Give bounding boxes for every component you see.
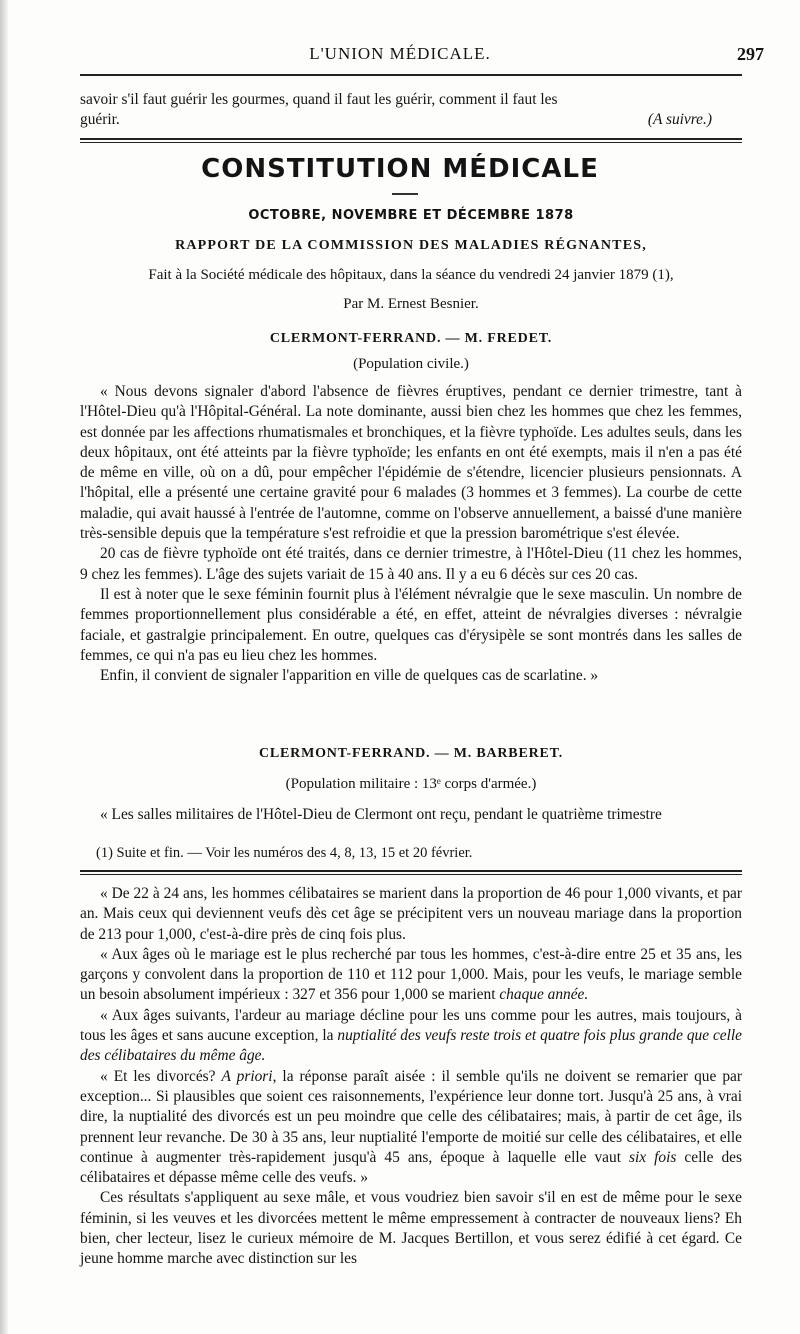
top-paragraph-end: [80, 90, 742, 131]
feuilleton-text: « Aux âges où le mariage est le plus recherché par tous les hommes, c'est-à-dire entre 25 et 35 ans, les garçons y convolent dans la proportion de 110 et 112 pour 1,000. Mais, pour les veufs, le mariage semble un besoin absolument impérieux : 327 et 356 pour 1,000 se marient: [80, 945, 742, 1004]
to-be-continued-note: (A suivre.): [647, 111, 712, 129]
feuilleton-emphasis: six fois: [629, 1148, 677, 1166]
military-location-heading: CLERMONT-FERRAND. — M. BARBERET.: [258, 746, 564, 761]
report-heading: RAPPORT DE LA COMMISSION DES MALADIES RÉGNANTES,: [175, 238, 647, 253]
feuilleton-paragraph: « De 22 à 24 ans, les hommes célibataires se marient dans la proportion de 46 pour 1,000 vivants, et par an. Mais ceux qui deviennent veufs dès cet âge se précipitent vers un nouveau mariage dans la proportion de 213 pour 1,000, c'est-à-dire près de cinq fois plus.: [80, 885, 742, 943]
feuilleton-paragraph: Ces résultats s'appliquent au sexe mâle, et vous voudriez bien savoir s'il en est de même pour le sexe féminin, si les veuves et les divorcées mettent le même empressement à contracter de nouveaux liens? Eh bien, cher lecteur, lisez le curieux mémoire de M. Jacques Bertillon, et vous serez édifié à cet égard. Ce jeune homme marche avec distinction sur les: [80, 1189, 742, 1268]
feuilleton-emphasis: A priori: [221, 1067, 273, 1085]
report-author: Par M. Ernest Besnier.: [343, 296, 479, 312]
top-line: savoir s'il faut guérir les gourmes, quand il faut les guérir, comment il faut les: [80, 91, 558, 108]
page-binding-shadow: [0, 0, 8, 1334]
running-title: L'UNION MÉDICALE.: [309, 44, 491, 63]
civil-paragraph: « Nous devons signaler d'abord l'absence de fièvres éruptives, pendant ce dernier trimestre, tant à l'Hôtel-Dieu qu'à l'Hôpital-Général. La note dominante, aussi bien chez les hommes que chez les femmes, est donnée par les affections rhumatismales et bronchiques, et la fièvre typhoïde. Les adultes seuls, dans les deux hôpitaux, ont été atteints par la fièvre typhoïde; les enfants en ont été exempts, mais il n'en a pas été de même en ville, où on a dû, pour empêcher l'épidémie de s'étendre, licencier plusieurs pensionnats. A l'hôpital, elle a présenté une certaine gravité pour 6 malades (3 hommes et 3 femmes). La courbe de cette maladie, qui avait haussé à l'entrée de l'automne, comme on l'observe annuellement, a baissé d'une manière très-sensible depuis que la température s'est refroidie et que la pression barométrique s'est élevée.: [80, 383, 742, 543]
section-top-rule: [80, 138, 742, 143]
feuilleton-rule: [80, 870, 742, 875]
feuilleton-paragraph: [80, 1006, 742, 1067]
feuilleton-text: , la réponse paraît aisée : il semble qu'ils ne doivent se remarier que par exception... Si plausibles que soient ces raisonnements, l'expérience leur donne tort. Jusqu'à 25 ans, à vrai dire, la nuptialité des divorcés est un peu moindre que celle des célibataires; mais, à partir de cet âge, ils prennent leur revanche. De 30 à 35 ans, leur nuptialité l'emporte de moitié sur celle des célibataires, et elle continue à augmenter très-rapidement jusqu'à 45 ans, époque à laquelle elle vaut: [80, 1067, 742, 1166]
feuilleton-emphasis: chaque année.: [499, 986, 589, 1004]
feuilleton-paragraph: [80, 945, 742, 1006]
header-rule: [80, 74, 742, 76]
feuilleton-body: [80, 884, 742, 1270]
feuilleton-text: celle des célibataires et dépasse même celle des veufs. »: [80, 1148, 742, 1187]
civil-location-heading: CLERMONT-FERRAND. — M. FREDET.: [269, 331, 553, 346]
civil-population-label: (Population civile.): [353, 356, 469, 372]
civil-paragraph: 20 cas de fièvre typhoïde ont été traités, dans ce dernier trimestre, à l'Hôtel-Dieu (11 chez les hommes, 9 chez les femmes). L'âge des sujets variait de 15 à 40 ans. Il y a eu 6 décès sur ces 20 cas.: [80, 545, 742, 583]
feuilleton-paragraph: [80, 1067, 742, 1189]
section-title: CONSTITUTION MÉDICALE: [201, 154, 599, 184]
civil-paragraph: Enfin, il convient de signaler l'apparition en ville de quelques cas de scarlatine. »: [100, 667, 599, 685]
civil-report-body: [80, 382, 742, 686]
top-line-word: guérir.: [80, 111, 120, 129]
military-report-body: [80, 805, 742, 825]
feuilleton-emphasis: nuptialité des veufs reste trois et quatre fois plus grande que celle des célibataires du même âge.: [80, 1027, 742, 1065]
footnote: (1) Suite et fin. — Voir les numéros des 4, 8, 13, 15 et 20 février.: [96, 845, 473, 861]
military-population-label: (Population militaire : 13ᵉ corps d'armée.): [285, 776, 537, 792]
session-note: Fait à la Société médicale des hôpitaux, dans la séance du vendredi 24 janvier 1879 (1),: [148, 267, 674, 283]
title-dash: [392, 193, 418, 195]
top-line-end: [80, 110, 742, 130]
feuilleton-text: « Aux âges suivants, l'ardeur au mariage décline pour les uns comme pour les autres, mais toujours, à tous les âges et sans aucune exception, la: [80, 1006, 742, 1045]
section-period: OCTOBRE, NOVEMBRE ET DÉCEMBRE 1878: [248, 208, 574, 223]
civil-paragraph: Il est à noter que le sexe féminin fournit plus à l'élément névralgie que le sexe masculin. Un nombre de femmes proportionnellement plus considérable a été, en effet, atteint de névralgies diverses : névralgie faciale, et gastralgie principalement. En outre, quelques cas d'érysipèle se sont montrés dans les salles de femmes, ce qui n'a pas eu lieu chez les hommes.: [80, 585, 742, 664]
feuilleton-text: « Et les divorcés?: [100, 1067, 216, 1085]
page-number: 297: [737, 44, 764, 64]
military-opening-line: « Les salles militaires de l'Hôtel-Dieu de Clermont ont reçu, pendant le quatrième trimestre: [100, 806, 662, 823]
